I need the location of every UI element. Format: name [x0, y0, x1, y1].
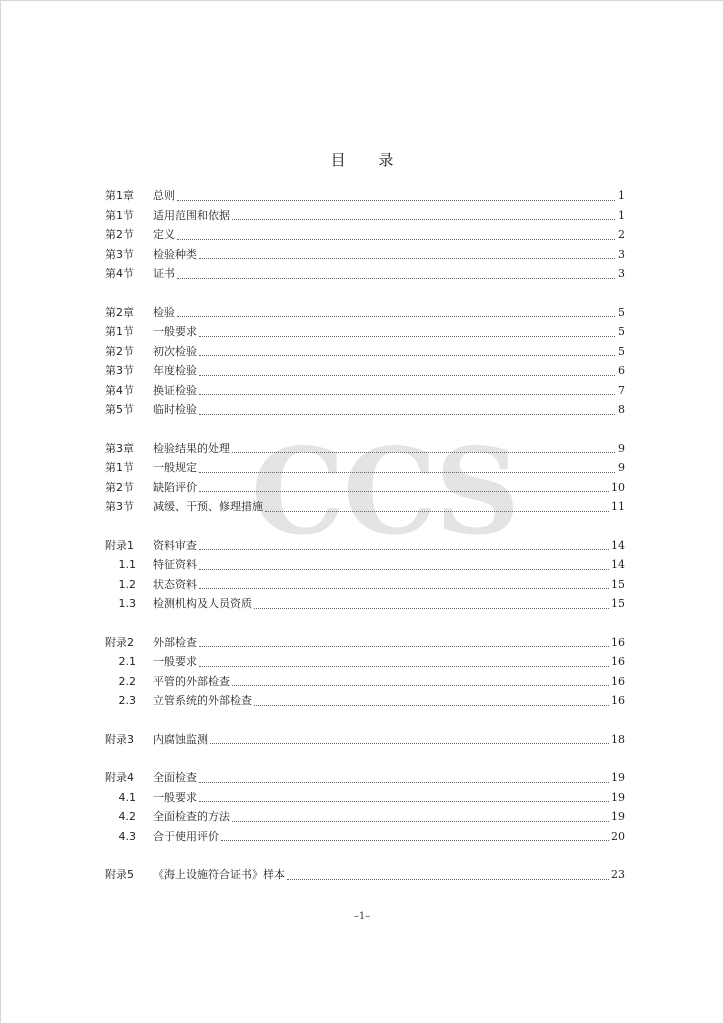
table-of-contents	[105, 186, 625, 885]
toc-entry-label: 检验	[153, 305, 175, 319]
toc-group	[105, 633, 625, 711]
toc-entry-page: 14	[611, 558, 625, 571]
toc-entry-number: 第3章	[105, 441, 134, 455]
toc-entry-label: 证书	[153, 267, 175, 280]
toc-chapter-entry[interactable]	[105, 186, 625, 206]
toc-entry-number: 附录2	[105, 635, 134, 649]
dot-leader	[199, 354, 615, 356]
toc-entry-number: 4.2	[118, 810, 136, 823]
toc-section-entry[interactable]	[105, 594, 625, 614]
toc-entry-page: 7	[618, 383, 625, 397]
toc-entry-label: 一般要求	[153, 790, 197, 804]
toc-chapter-entry[interactable]	[105, 633, 625, 653]
toc-entry-label: 全面检查	[153, 771, 197, 784]
toc-section-entry[interactable]	[105, 342, 625, 362]
dot-leader	[199, 471, 615, 473]
toc-chapter-entry[interactable]	[105, 439, 625, 459]
toc-entry-number: 附录3	[105, 732, 134, 746]
toc-chapter-entry[interactable]	[105, 730, 625, 750]
toc-entry-page: 15	[611, 577, 625, 591]
toc-entry-number: 第2节	[105, 228, 134, 241]
page-number: –1–	[353, 911, 371, 922]
toc-chapter-entry[interactable]	[105, 865, 625, 885]
toc-entry-page: 2	[618, 228, 625, 241]
toc-entry-number: 第2节	[105, 344, 134, 358]
toc-entry-number: 2.3	[118, 694, 136, 707]
toc-section-entry[interactable]	[105, 264, 625, 284]
toc-entry-label: 一般要求	[153, 325, 197, 338]
toc-section-entry[interactable]	[105, 652, 625, 672]
toc-section-entry[interactable]	[105, 807, 625, 827]
toc-chapter-entry[interactable]	[105, 768, 625, 788]
toc-entry-page: 19	[611, 810, 625, 823]
toc-entry-number: 附录5	[105, 868, 134, 881]
toc-group	[105, 865, 625, 885]
toc-entry-label: 换证检验	[153, 383, 197, 397]
toc-entry-number: 2.2	[118, 674, 136, 688]
toc-entry-number: 第1节	[105, 461, 134, 474]
dot-leader	[232, 218, 615, 220]
toc-entry-label: 减缓、干预、修理措施	[153, 500, 263, 513]
toc-entry-label: 内腐蚀监测	[153, 732, 208, 746]
toc-entry-label: 定义	[153, 228, 175, 241]
toc-entry-label: 平管的外部检查	[153, 674, 230, 688]
toc-entry-label: 总则	[153, 189, 175, 202]
toc-entry-label: 特征资料	[153, 558, 197, 571]
toc-entry-page: 1	[618, 208, 625, 222]
toc-entry-number: 1.1	[118, 558, 136, 571]
dot-leader	[221, 839, 609, 841]
dot-leader	[254, 607, 609, 609]
toc-entry-page: 19	[611, 771, 625, 784]
toc-entry-page: 10	[611, 480, 625, 494]
toc-entry-label: 立管系统的外部检查	[153, 694, 252, 707]
dot-leader	[199, 257, 615, 259]
dot-leader	[199, 490, 609, 492]
toc-entry-number: 第4节	[105, 383, 134, 397]
toc-entry-label: 检验种类	[153, 247, 197, 261]
dot-leader	[199, 665, 609, 667]
toc-group	[105, 730, 625, 750]
toc-section-entry[interactable]	[105, 497, 625, 517]
ccs-watermark: CCS	[251, 422, 519, 561]
toc-section-entry[interactable]	[105, 788, 625, 808]
toc-entry-label: 缺陷评价	[153, 480, 197, 494]
toc-section-entry[interactable]	[105, 245, 625, 265]
toc-entry-number: 第3节	[105, 500, 134, 513]
toc-entry-number: 1.3	[118, 597, 136, 610]
toc-entry-page: 23	[611, 868, 625, 881]
toc-entry-number: 附录4	[105, 771, 134, 784]
toc-entry-page: 14	[611, 538, 625, 552]
toc-group	[105, 439, 625, 517]
dot-leader	[287, 878, 609, 880]
toc-entry-page: 20	[611, 829, 625, 843]
toc-entry-label: 《海上设施符合证书》样本	[153, 868, 285, 881]
dot-leader	[199, 568, 609, 570]
toc-entry-page: 5	[618, 325, 625, 338]
dot-leader	[232, 684, 609, 686]
dot-leader	[199, 374, 615, 376]
toc-entry-page: 9	[618, 441, 625, 455]
toc-group	[105, 186, 625, 284]
toc-entry-number: 第1节	[105, 325, 134, 338]
toc-entry-page: 5	[618, 305, 625, 319]
toc-entry-label: 全面检查的方法	[153, 810, 230, 823]
toc-entry-number: 第2章	[105, 305, 134, 319]
toc-entry-page: 16	[611, 674, 625, 688]
toc-section-entry[interactable]	[105, 555, 625, 575]
toc-section-entry[interactable]	[105, 827, 625, 847]
toc-entry-number: 第1章	[105, 189, 134, 202]
toc-group	[105, 303, 625, 420]
toc-entry-number: 第5节	[105, 403, 134, 416]
toc-entry-label: 初次检验	[153, 344, 197, 358]
toc-entry-label: 状态资料	[153, 577, 197, 591]
dot-leader	[177, 277, 615, 279]
dot-leader	[199, 548, 609, 550]
toc-entry-number: 4.3	[118, 829, 136, 843]
dot-leader	[177, 199, 615, 201]
toc-entry-label: 年度检验	[153, 364, 197, 377]
dot-leader	[199, 781, 609, 783]
toc-entry-page: 3	[618, 267, 625, 280]
toc-entry-number: 2.1	[118, 655, 136, 668]
toc-entry-page: 11	[611, 500, 625, 513]
toc-entry-label: 合于使用评价	[153, 829, 219, 843]
dot-leader	[199, 413, 615, 415]
toc-entry-label: 资料审查	[153, 538, 197, 552]
toc-entry-label: 检验结果的处理	[153, 441, 230, 455]
toc-entry-page: 19	[611, 790, 625, 804]
toc-section-entry[interactable]	[105, 400, 625, 420]
dot-leader	[232, 451, 615, 453]
toc-title: 目 录	[330, 151, 408, 169]
toc-entry-page: 5	[618, 344, 625, 358]
dot-leader	[232, 820, 609, 822]
toc-section-entry[interactable]	[105, 322, 625, 342]
toc-entry-number: 第3节	[105, 247, 134, 261]
toc-entry-number: 1.2	[118, 577, 136, 591]
toc-section-entry[interactable]	[105, 361, 625, 381]
toc-entry-page: 6	[618, 364, 625, 377]
toc-entry-page: 16	[611, 694, 625, 707]
toc-entry-page: 15	[611, 597, 625, 610]
dot-leader	[199, 800, 609, 802]
dot-leader	[177, 315, 615, 317]
toc-entry-page: 1	[618, 189, 625, 202]
dot-leader	[199, 587, 609, 589]
dot-leader	[177, 238, 615, 240]
toc-entry-page: 9	[618, 461, 625, 474]
dot-leader	[199, 335, 615, 337]
dot-leader	[199, 645, 609, 647]
toc-section-entry[interactable]	[105, 381, 625, 401]
toc-section-entry[interactable]	[105, 575, 625, 595]
dot-leader	[254, 704, 609, 706]
toc-entry-page: 3	[618, 247, 625, 261]
toc-entry-page: 18	[611, 732, 625, 746]
dot-leader	[199, 393, 615, 395]
toc-entry-number: 附录1	[105, 538, 134, 552]
toc-entry-number: 4.1	[118, 790, 136, 804]
toc-section-entry[interactable]	[105, 691, 625, 711]
toc-section-entry[interactable]	[105, 225, 625, 245]
toc-entry-number: 第1节	[105, 208, 134, 222]
toc-entry-number: 第4节	[105, 267, 134, 280]
toc-section-entry[interactable]	[105, 458, 625, 478]
toc-entry-label: 一般规定	[153, 461, 197, 474]
toc-entry-label: 一般要求	[153, 655, 197, 668]
toc-entry-page: 16	[611, 635, 625, 649]
toc-chapter-entry[interactable]	[105, 303, 625, 323]
toc-section-entry[interactable]	[105, 478, 625, 498]
toc-entry-number: 第3节	[105, 364, 134, 377]
toc-entry-label: 外部检查	[153, 635, 197, 649]
toc-entry-page: 16	[611, 655, 625, 668]
toc-entry-label: 检测机构及人员资质	[153, 597, 252, 610]
toc-entry-label: 临时检验	[153, 403, 197, 416]
toc-entry-label: 适用范围和依据	[153, 208, 230, 222]
toc-chapter-entry[interactable]	[105, 536, 625, 556]
toc-group	[105, 768, 625, 846]
toc-group	[105, 536, 625, 614]
dot-leader	[210, 742, 609, 744]
toc-entry-page: 8	[618, 403, 625, 416]
toc-section-entry[interactable]	[105, 206, 625, 226]
toc-section-entry[interactable]	[105, 672, 625, 692]
toc-entry-number: 第2节	[105, 480, 134, 494]
dot-leader	[265, 510, 609, 512]
